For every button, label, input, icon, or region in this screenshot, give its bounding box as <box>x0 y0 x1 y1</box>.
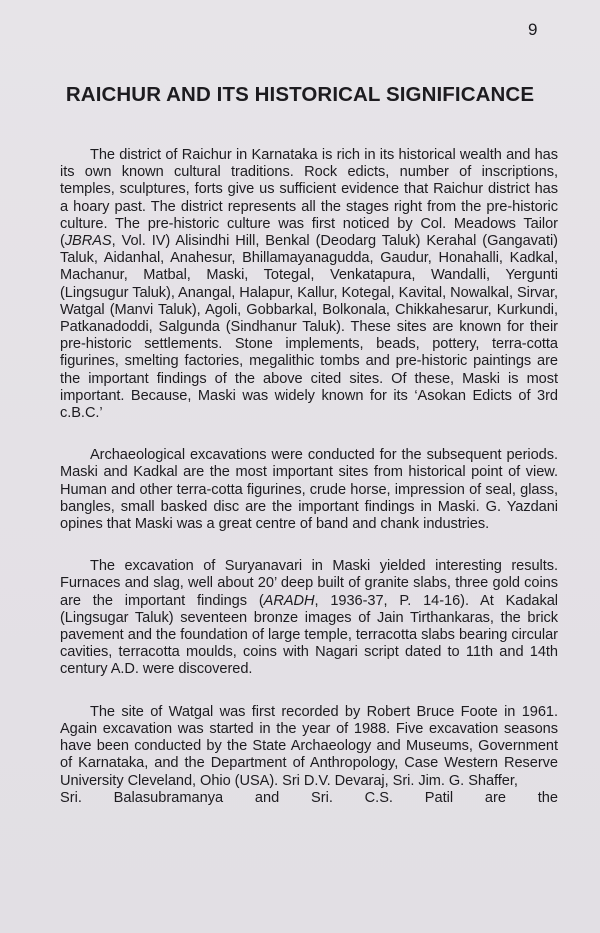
paragraph-4 <box>60 704 558 807</box>
last-line-word: Sri. <box>60 789 82 806</box>
citation-jbras: JBRAS <box>64 233 112 250</box>
paragraph-1 <box>60 147 558 422</box>
paragraph-3 <box>60 558 558 678</box>
page-body <box>60 147 558 807</box>
paragraph-1-text-c: , Vol. IV) Alisindhi Hill, Benkal (Deodarg Taluk) Kerahal (Gangavati) Taluk, Aidanhal, Anahesur, Bhillamayanagudda, Gaudur, Honahalli, Kadkal, Machanur, Matbal, Maski, Totegal, Venkatapura, Wandalli, Yergunti (Lingsugur Taluk), Anangal, Halapur, Kallur, Kotegal, Kavital, Nowalkal, Sirvar, Watgal (Manvi Taluk), Agoli, Gobbarkal, Bolkonala, Chikkahesarur, Kurkundi, Patkanadoddi, Salgunda (Sindhanur Taluk). These sites are known for their pre-historic settlements. Stone implements, beads, pottery, terra-cotta figurines, smelting factories, megalithic tombs and pre-historic paintings are the important findings of the above cited sites. Of these, Maski is most important. Because, Maski was widely known for its ‘Asokan Edicts of 3rd c.B.C.’ <box>60 233 558 422</box>
last-line-word: Patil <box>424 789 454 806</box>
paragraph-4-last-line <box>60 790 558 807</box>
chapter-title: RAICHUR AND ITS HISTORICAL SIGNIFICANCE <box>65 83 535 106</box>
paragraph-3-text-c: , 1936-37, P. 14-16). At Kadakal (Lingsugar Taluk) seventeen bronze images of Jain Tirthankaras, the brick pavement and the foundation of large temple, terracotta slabs bearing circular cavities, terracotta moulds, coins with Nagari script dated to 11th and 14th century A.D. were discovered. <box>60 592 558 678</box>
paragraph-4-text: The site of Watgal was first recorded by Robert Bruce Foote in 1961. Again excavation was started in the year of 1988. Five excavation seasons have been conducted by the State Archaeology and Museums, Government of Karnataka, and the Department of Anthropology, Case Western Reserve University Cleveland, Ohio (USA). Sri D.V. Devaraj, Sri. Jim. G. Shaffer, <box>60 703 558 789</box>
last-line-word: Balasubramanya <box>113 789 224 806</box>
paragraph-2: Archaeological excavations were conducted for the subsequent periods. Maski and Kadkal are the most important sites from historical point of view. Human and other terra-cotta figurines, crude horse, impression of seal, glass, bangles, small basked disc are the important findings in Maski. G. Yazdani opines that Maski was a great centre of band and chank industries. <box>60 447 558 533</box>
paragraph-1-text-a: The district of Raichur in Karnataka is rich in its historical wealth and has its own known cultural traditions. Rock edicts, number of inscriptions, temples, sculptures, forts give us sufficient evidence that Raichur district has a hoary past. The district represents all the stages right from the pre-historic culture. The pre-historic culture was first noticed by Col. Meadows Tailor ( <box>60 147 558 250</box>
page-number: 9 <box>528 20 538 39</box>
citation-aradh: ARADH <box>263 592 315 609</box>
paragraph-3-text-a: The excavation of Suryanavari in Maski yielded interesting results. Furnaces and slag, well about 20’ deep built of granite slabs, three gold coins are the important findings ( <box>60 558 558 609</box>
last-line-word: C.S. <box>364 789 393 806</box>
last-line-word: and <box>254 789 280 806</box>
last-line-word: are <box>484 789 506 806</box>
last-line-word: Sri. <box>310 789 333 806</box>
last-line-word: the <box>537 789 558 806</box>
